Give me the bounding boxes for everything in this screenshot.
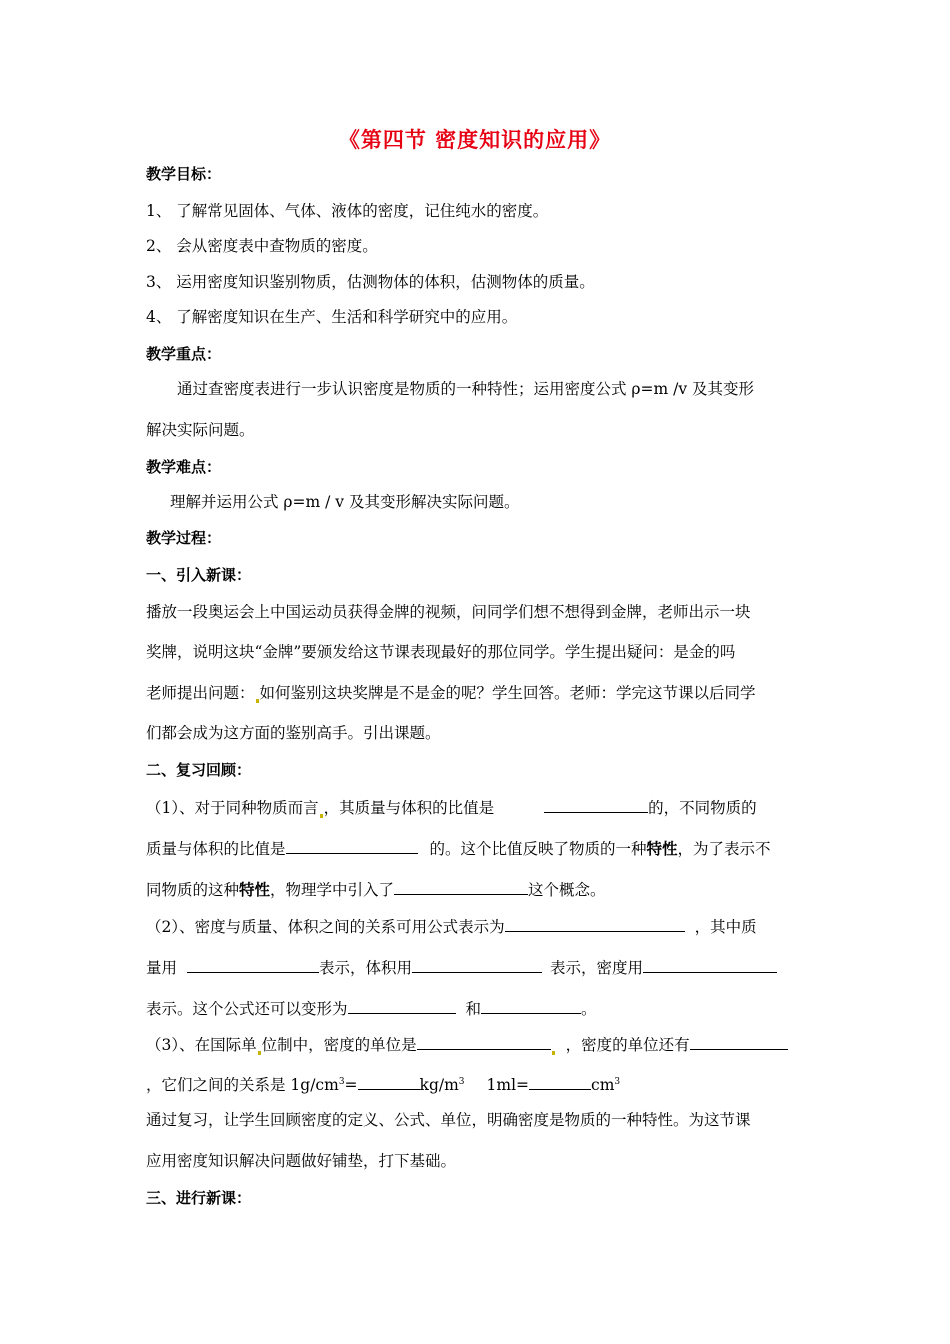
- new-lesson-heading: 三、进行新课：: [146, 1189, 252, 1207]
- q3-blank-4[interactable]: [529, 1073, 591, 1090]
- intro-line-4: 们都会成为这方面的鉴别高手。引出课题。: [146, 724, 441, 742]
- objective-item-1: 1、 了解常见固体、气体、液体的密度，记住纯水的密度。: [146, 202, 549, 220]
- q3-blank-1[interactable]: [417, 1033, 551, 1050]
- q1-text-f: 同物质的这种: [146, 881, 240, 899]
- intro-line-2: 奖牌，说明这块“金牌”要颁发给这节课表现最好的那位同学。学生提出疑问：是金的吗: [146, 643, 736, 661]
- q2-blank-2[interactable]: [187, 956, 319, 973]
- q1-blank-2[interactable]: [286, 837, 418, 854]
- q2-blank-3[interactable]: [412, 956, 542, 973]
- q3-line-1: [146, 1033, 788, 1055]
- q2-text-f: 表示。这个公式还可以变形为: [146, 1000, 348, 1018]
- difficulties-line-1: 理解并运用公式 ρ=m / v 及其变形解决实际问题。: [170, 493, 520, 511]
- q1-line-1: [146, 796, 757, 818]
- objective-item-2: 2、 会从密度表中查物质的密度。: [146, 237, 378, 255]
- q2-text-g: 和: [465, 1000, 482, 1018]
- q3-blank-3[interactable]: [358, 1073, 420, 1090]
- q3-text-a: （3）、在国际单: [146, 1036, 257, 1054]
- q2-text-c: 量用: [146, 959, 178, 977]
- key-points-line-2: 解决实际问题。: [146, 421, 255, 439]
- summary-line-1: 通过复习，让学生回顾密度的定义、公式、单位，明确密度是物质的一种特性。为这节课: [146, 1111, 751, 1129]
- intro-line-1: 播放一段奥运会上中国运动员获得金牌的视频，问同学们想不想得到金牌，老师出示一块: [146, 603, 751, 621]
- intro-line-3-prefix: 老师提出问题：: [146, 684, 255, 702]
- q3-text-c: ，它们之间的关系是 1g/cm: [146, 1076, 339, 1094]
- q1-line-3: [146, 878, 606, 900]
- q2-text-h: 。: [581, 1000, 597, 1018]
- q3-text-d: =: [344, 1076, 358, 1094]
- q1-text-c: 质量与体积的比值是: [146, 840, 286, 858]
- intro-heading: 一、引入新课：: [146, 566, 252, 584]
- q2-blank-1[interactable]: [505, 915, 685, 932]
- q1-blank-1[interactable]: [544, 796, 648, 813]
- q3-blank-2[interactable]: [690, 1033, 788, 1050]
- q2-blank-6[interactable]: [481, 997, 581, 1014]
- intro-line-3-text: 如何鉴别这块奖牌是不是金的呢？学生回答。老师：学完这节课以后同学: [259, 684, 756, 702]
- q1-text-a2: ，其质量与体积的比值是: [323, 799, 495, 817]
- difficulties-heading: 教学难点：: [146, 458, 222, 476]
- q1-text-g: ，物理学中引入了: [270, 881, 395, 899]
- q2-text-e: 表示，密度用: [550, 959, 644, 977]
- review-heading: 二、复习回顾：: [146, 761, 252, 779]
- q2-line-3: [146, 997, 597, 1019]
- q1-bold-trait-1: 特性: [646, 839, 678, 858]
- intro-line-3: [146, 683, 756, 703]
- edit-mark: [258, 1051, 261, 1055]
- q2-line-1: [146, 915, 757, 937]
- q3-sup-1: 3: [338, 1076, 345, 1087]
- key-points-heading: 教学重点：: [146, 345, 222, 363]
- q2-line-2: [146, 956, 777, 978]
- q1-text-a: （1）、对于同种物质而言: [146, 799, 319, 817]
- q1-text-h: 这个概念。: [528, 881, 606, 899]
- edit-mark: [320, 814, 323, 818]
- q3-text-b: ，密度的单位还有: [565, 1036, 690, 1054]
- q2-blank-5[interactable]: [348, 997, 456, 1014]
- q3-text-a2: 位制中，密度的单位是: [261, 1036, 417, 1054]
- q2-text-b: ，其中质: [694, 918, 757, 936]
- q1-text-b: 的，不同物质的: [648, 799, 757, 817]
- q3-text-f: 1ml=: [486, 1076, 530, 1094]
- q1-bold-trait-2: 特性: [239, 880, 271, 899]
- objectives-heading: 教学目标：: [146, 165, 222, 183]
- q1-text-d: 的。这个比值反映了物质的一种: [429, 840, 647, 858]
- edit-mark: [552, 1051, 555, 1055]
- q1-line-2: [146, 837, 771, 859]
- key-points-line-1: 通过查密度表进行一步认识密度是物质的一种特性；运用密度公式 ρ=m /v 及其变形: [177, 380, 755, 398]
- q2-blank-4[interactable]: [643, 956, 777, 973]
- edit-mark: [256, 699, 259, 703]
- q2-text-a: （2）、密度与质量、体积之间的关系可用公式表示为: [146, 918, 505, 936]
- summary-line-2: 应用密度知识解决问题做好铺垫，打下基础。: [146, 1152, 457, 1170]
- objective-item-3: 3、 运用密度知识鉴别物质，估测物体的体积，估测物体的质量。: [146, 273, 595, 291]
- q1-blank-3[interactable]: [394, 878, 528, 895]
- q3-text-g: cm: [591, 1076, 615, 1094]
- q3-sup-2: 3: [458, 1076, 465, 1087]
- q1-text-e: ，为了表示不: [677, 840, 771, 858]
- objective-item-4: 4、 了解密度知识在生产、生活和科学研究中的应用。: [146, 308, 518, 326]
- q2-text-d: 表示，体积用: [319, 959, 413, 977]
- q3-line-2: [146, 1073, 620, 1095]
- document-title: 《第四节 密度知识的应用》: [338, 128, 612, 152]
- q3-sup-3: 3: [614, 1076, 621, 1087]
- q3-text-e: kg/m: [419, 1076, 459, 1094]
- process-heading: 教学过程：: [146, 529, 222, 547]
